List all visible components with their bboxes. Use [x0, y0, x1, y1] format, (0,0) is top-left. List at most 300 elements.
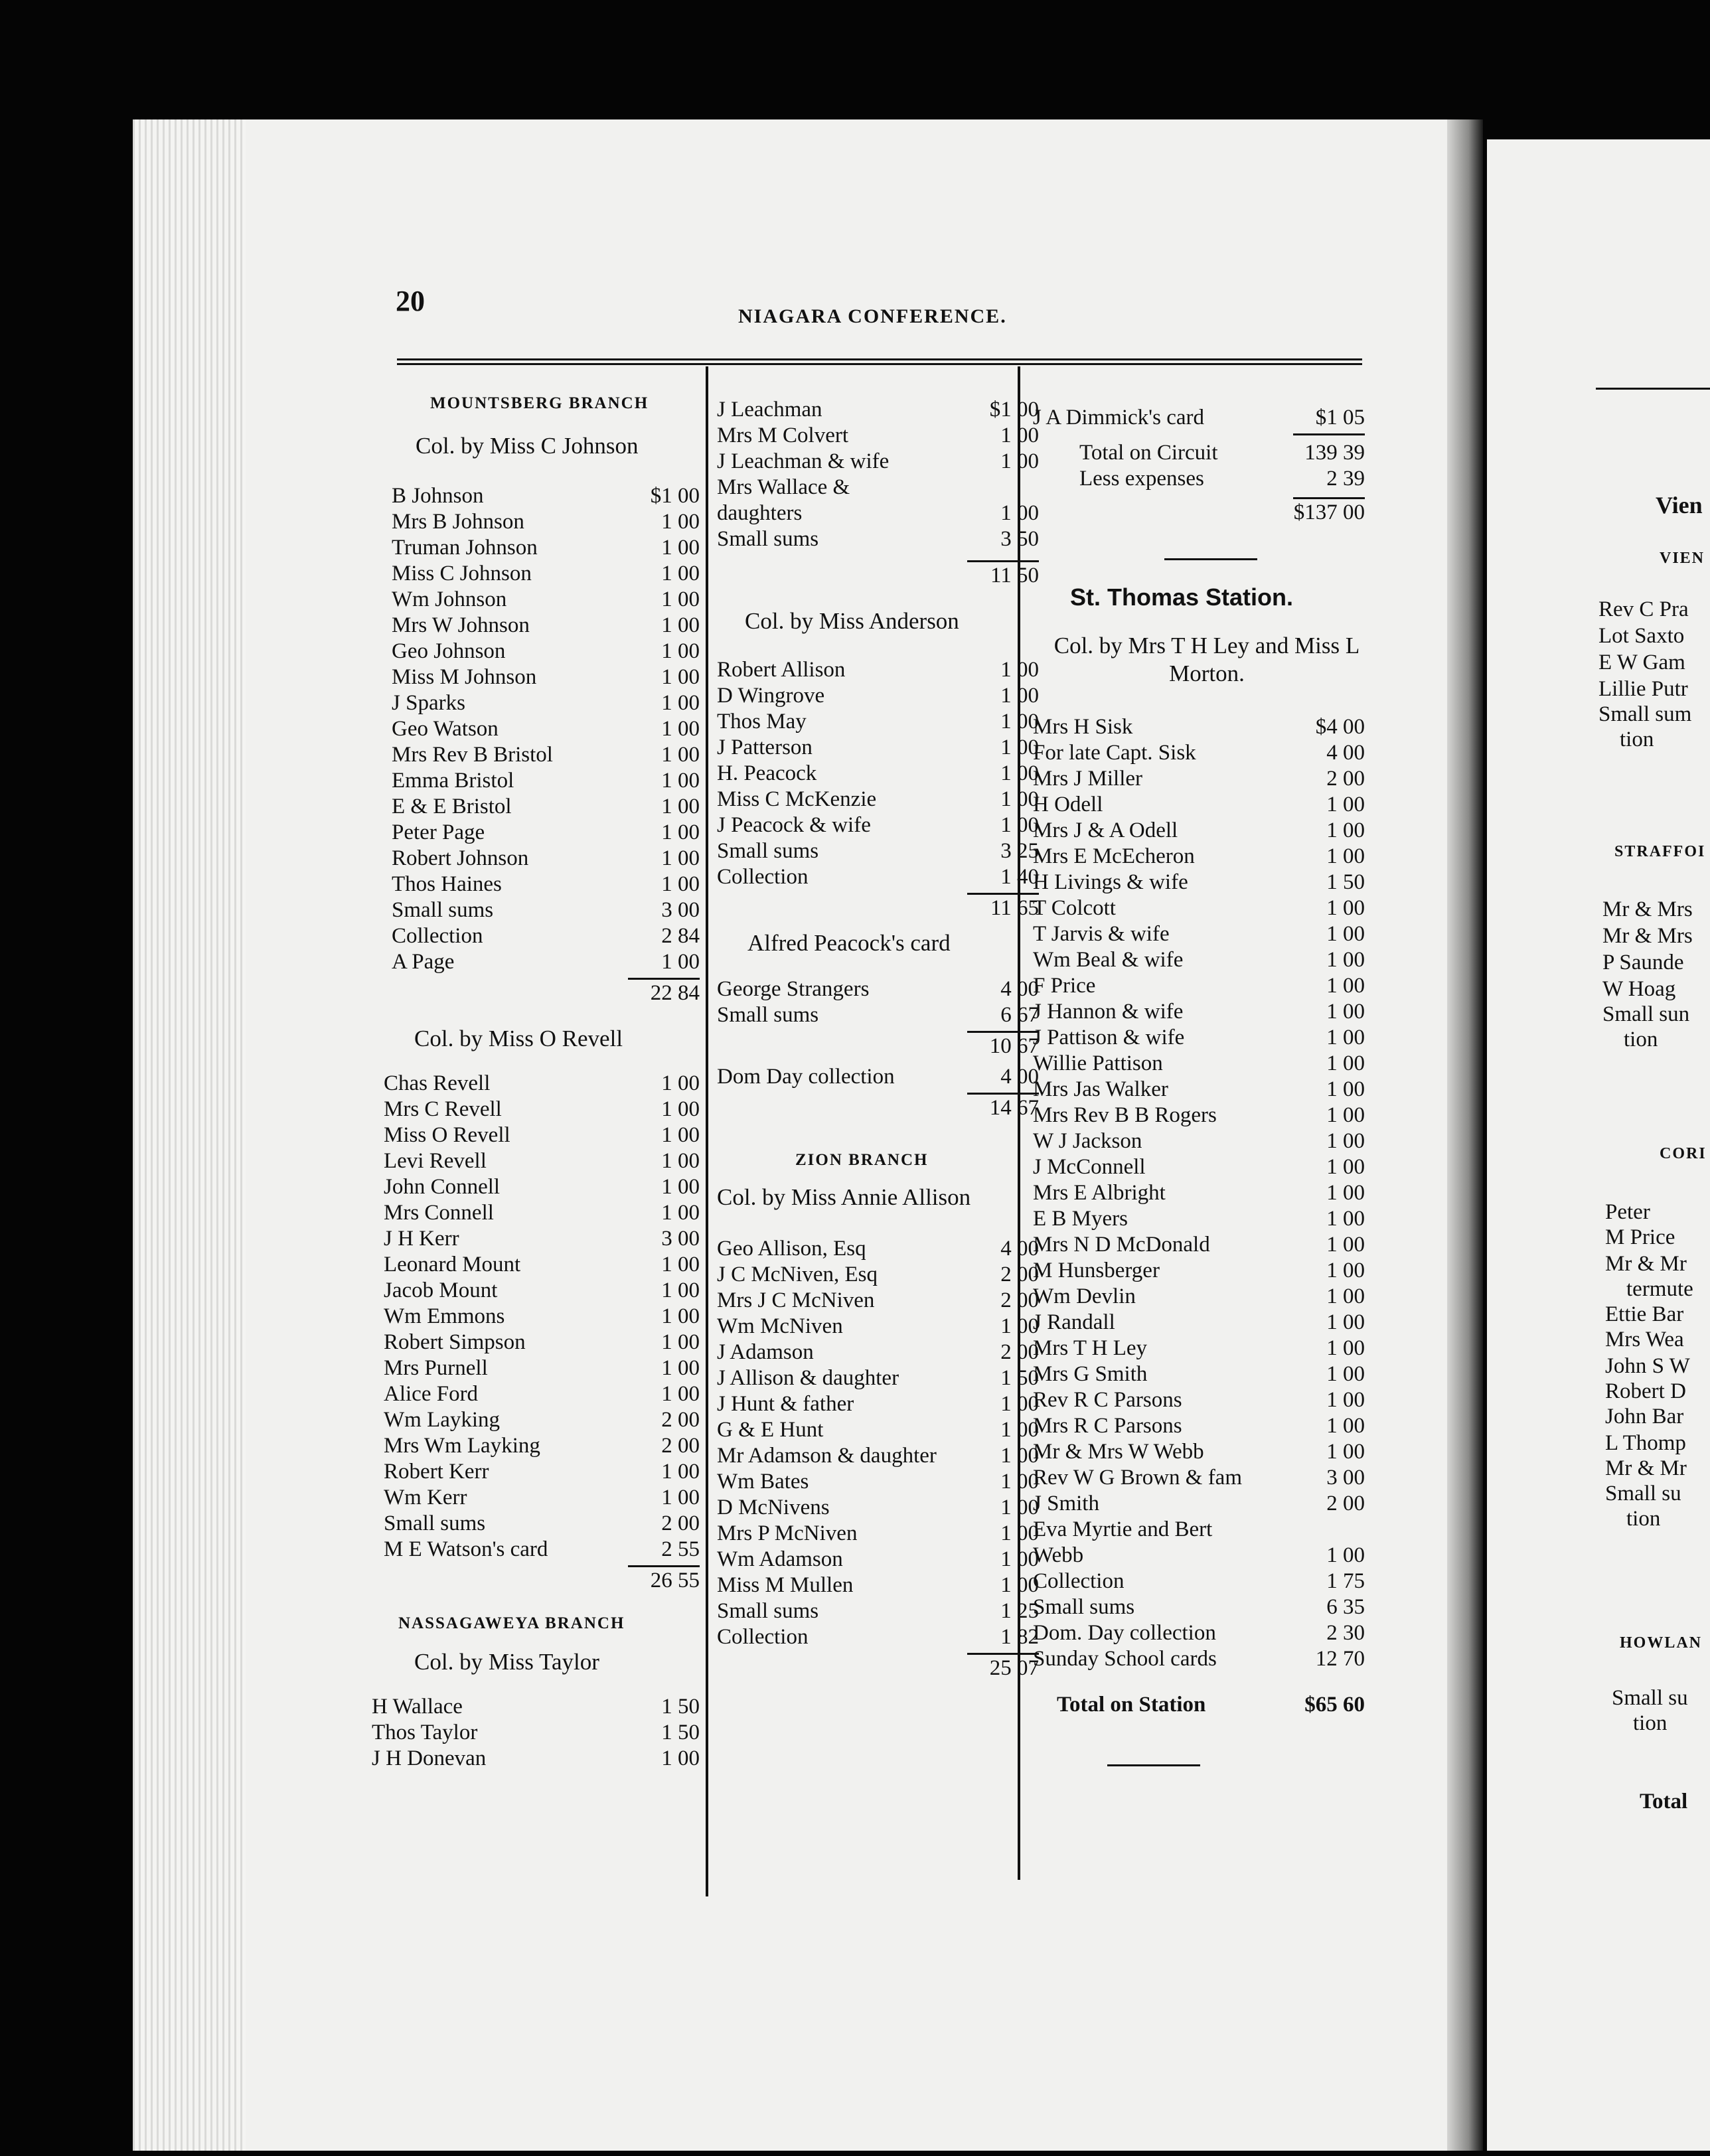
ledger-amount: 1 00 — [1000, 710, 1039, 733]
page-edges — [133, 119, 246, 2151]
right-page-line: John Bar — [1605, 1405, 1684, 1428]
ledger-amount: 1 00 — [661, 1278, 700, 1302]
right-page-line: Mr & Mr — [1605, 1252, 1687, 1276]
ledger-name: T Colcott — [1033, 896, 1116, 920]
right-page-line: tion — [1633, 1711, 1668, 1735]
ledger-name: Wm Johnson — [392, 587, 507, 611]
ledger-amount: 12 70 — [1315, 1647, 1365, 1671]
less-expenses-row: Less expenses 2 39 — [1079, 467, 1365, 491]
collector-heading: Col. by Mrs T H Ley and Miss L Morton. — [1053, 633, 1360, 686]
ledger-amount: 1 00 — [1000, 1314, 1039, 1338]
ledger-row — [1033, 766, 1365, 792]
ledger-name: Mrs H Sisk — [1033, 715, 1133, 739]
ledger-amount: 1 00 — [1000, 684, 1039, 708]
right-page-line: W Hoag — [1602, 977, 1676, 1001]
ledger-amount: 1 00 — [661, 562, 700, 585]
ledger-amount: 1 00 — [1000, 813, 1039, 837]
section-separator — [1107, 1764, 1200, 1766]
right-page-line: Small sun — [1602, 1002, 1690, 1026]
ledger-amount: 1 50 — [661, 1695, 700, 1719]
ledger-name: H. Peacock — [717, 761, 817, 785]
ledger-name: G & E Hunt — [717, 1418, 824, 1442]
collector-heading: Col. by Miss Annie Allison — [717, 1184, 971, 1210]
ledger-name: W J Jackson — [1033, 1129, 1142, 1153]
ledger-list — [1033, 714, 1365, 1672]
ledger-amount: 1 00 — [1326, 1233, 1365, 1257]
ledger-amount: 1 00 — [1000, 1521, 1039, 1545]
ledger-row — [392, 949, 700, 975]
right-page-line: Rev C Pra — [1598, 597, 1689, 621]
ledger-amount: 1 00 — [661, 769, 700, 793]
ledger-name: Mrs N D McDonald — [1033, 1233, 1210, 1257]
subtotal: 22 84 — [372, 975, 700, 1006]
right-page-line: Mrs Wea — [1605, 1328, 1684, 1351]
section-heading: NASSAGAWEYA BRANCH — [398, 1614, 625, 1632]
station-total-row: Total on Station $65 60 — [1057, 1693, 1365, 1717]
ledger-name: Small sums — [384, 1511, 486, 1535]
ledger-amount: 1 00 — [1326, 1000, 1365, 1024]
ledger-amount: 1 00 — [661, 1071, 700, 1095]
ledger-name: Small sums — [1033, 1595, 1135, 1619]
ledger-name: Mrs M Colvert — [717, 424, 848, 447]
ledger-amount: 1 00 — [661, 743, 700, 767]
ledger-row — [384, 1097, 700, 1122]
ledger-name: Small sums — [392, 898, 494, 922]
ledger-name: J H Donevan — [372, 1746, 487, 1770]
ledger-row — [384, 1148, 700, 1174]
ledger-row — [1033, 1361, 1365, 1387]
ledger-name: Dom. Day collection — [1033, 1621, 1216, 1645]
ledger-amount: 1 00 — [1326, 948, 1365, 972]
ledger-amount: 1 00 — [661, 820, 700, 844]
ledger-row — [392, 768, 700, 794]
right-page-line: termute — [1626, 1277, 1693, 1301]
ledger-row — [717, 735, 1039, 761]
ledger-row — [384, 1278, 700, 1304]
right-page-line: Mr & Mrs — [1602, 924, 1693, 948]
right-page-line: Small su — [1612, 1686, 1688, 1710]
ledger-amount: 2 00 — [1326, 1492, 1365, 1515]
ledger-name: H Livings & wife — [1033, 870, 1188, 894]
ledger-row — [717, 1547, 1039, 1573]
ledger-row — [1033, 1051, 1365, 1077]
ledger-amount: 1 00 — [1000, 735, 1039, 759]
ledger-amount: 1 00 — [661, 613, 700, 637]
collector-heading: Alfred Peacock's card — [747, 930, 951, 956]
section-separator — [1164, 558, 1257, 560]
ledger-row — [717, 1521, 1039, 1547]
ledger-row — [717, 1598, 1039, 1624]
ledger-row — [1033, 1439, 1365, 1465]
ledger-row — [1033, 1258, 1365, 1284]
ledger-name: J Patterson — [717, 735, 813, 759]
ledger-name: J Pattison & wife — [1033, 1026, 1185, 1049]
subtotal: 14 67 — [717, 1090, 1039, 1120]
ledger-amount: 2 00 — [661, 1511, 700, 1535]
ledger-amount: $1 00 — [989, 398, 1039, 422]
ledger-name: Leonard Mount — [384, 1253, 521, 1276]
ledger-amount: 1 00 — [1326, 1543, 1365, 1567]
ledger-name: Small sums — [717, 527, 819, 551]
ledger-name: Wm Adamson — [717, 1547, 843, 1571]
ledger-amount: 1 00 — [1326, 1414, 1365, 1438]
ledger-name: J Hannon & wife — [1033, 1000, 1184, 1024]
ledger-name: J Leachman — [717, 398, 822, 422]
ledger-row — [717, 1314, 1039, 1340]
collector-heading: Col. by Miss Taylor — [414, 1649, 599, 1675]
ledger-row — [717, 1469, 1039, 1495]
subtotal: 11 65 — [717, 890, 1039, 921]
ledger-row — [717, 787, 1039, 812]
ledger-row — [717, 526, 1039, 552]
dom-day-row: Dom Day collection 4 00 — [717, 1065, 1039, 1089]
ledger-name: John Connell — [384, 1175, 501, 1199]
ledger-amount: 1 00 — [661, 950, 700, 974]
ledger-amount: 2 84 — [661, 924, 700, 948]
ledger-row — [1033, 921, 1365, 947]
ledger-row — [1033, 844, 1365, 870]
ledger-amount: 1 00 — [661, 691, 700, 715]
ledger-amount: 1 00 — [1000, 449, 1039, 473]
right-page-line: CORI — [1660, 1145, 1707, 1162]
ledger-name: Thos Taylor — [372, 1721, 478, 1744]
ledger-amount: 1 00 — [1000, 424, 1039, 447]
right-page-line: Total — [1640, 1790, 1688, 1813]
ledger-amount: 2 00 — [1000, 1340, 1039, 1364]
ledger-amount: 1 00 — [1326, 844, 1365, 868]
ledger-amount: 1 00 — [1326, 818, 1365, 842]
ledger-amount: 1 00 — [1326, 1259, 1365, 1282]
page-number: 20 — [396, 285, 425, 317]
subtotal — [1033, 431, 1365, 440]
ledger-row — [1033, 818, 1365, 844]
column-2 — [717, 397, 1039, 1681]
ledger-name: Chas Revell — [384, 1071, 491, 1095]
ledger-list — [372, 1071, 700, 1563]
ledger-row — [384, 1433, 700, 1459]
ledger-row — [384, 1330, 700, 1355]
subtotal: 11 50 — [717, 558, 1039, 588]
ledger-amount: 1 75 — [1326, 1569, 1365, 1593]
ledger-name: Wm Emmons — [384, 1304, 505, 1328]
ledger-amount: 3 25 — [1000, 839, 1039, 863]
ledger-amount: 1 00 — [1000, 658, 1039, 682]
ledger-row — [392, 690, 700, 716]
ledger-name: J Adamson — [717, 1340, 814, 1364]
ledger-amount: 1 00 — [661, 872, 700, 896]
ledger-row — [384, 1226, 700, 1252]
ledger-amount: 1 00 — [661, 1123, 700, 1147]
ledger-name: Emma Bristol — [392, 769, 514, 793]
ledger-row — [372, 1746, 700, 1772]
ledger-row — [1033, 947, 1365, 973]
ledger-row — [1033, 1336, 1365, 1361]
ledger-row — [392, 716, 700, 742]
section-heading: ZION BRANCH — [795, 1151, 929, 1169]
ledger-row — [717, 812, 1039, 838]
ledger-name: Robert Johnson — [392, 846, 529, 870]
ledger-row — [384, 1071, 700, 1097]
ledger-name: For late Capt. Sisk — [1033, 741, 1196, 765]
ledger-amount: 1 00 — [1326, 1181, 1365, 1205]
ledger-amount: 1 00 — [661, 1201, 700, 1225]
ledger-amount: 1 00 — [1326, 1129, 1365, 1153]
book-gutter — [1447, 119, 1483, 2151]
ledger-row — [1033, 999, 1365, 1025]
ledger-name: Mrs C Revell — [384, 1097, 502, 1121]
ledger-name: Mrs Wm Layking — [384, 1434, 540, 1458]
ledger-amount: 1 50 — [1000, 1366, 1039, 1390]
ledger-row — [392, 742, 700, 768]
ledger-amount: 4 00 — [1000, 977, 1039, 1001]
ledger-amount: 1 00 — [661, 1746, 700, 1770]
ledger-amount: 1 00 — [661, 1304, 700, 1328]
ledger-row — [1033, 1387, 1365, 1413]
ledger-row — [717, 1365, 1039, 1391]
right-page-line: L Thomp — [1605, 1431, 1686, 1455]
ledger-amount: 1 00 — [1326, 896, 1365, 920]
ledger-row — [717, 1340, 1039, 1365]
ledger-row — [1033, 1569, 1365, 1594]
ledger-amount: 1 00 — [1326, 922, 1365, 946]
ledger-name: Mrs Purnell — [384, 1356, 488, 1380]
ledger-amount: 1 00 — [661, 1175, 700, 1199]
ledger-amount: 1 00 — [661, 1149, 700, 1173]
ledger-row — [392, 561, 700, 587]
collector-heading: Col. by Miss C Johnson — [416, 433, 639, 459]
ledger-amount: $4 00 — [1315, 715, 1365, 739]
ledger-row — [1033, 1465, 1365, 1491]
ledger-row — [717, 864, 1039, 890]
ledger-row — [1033, 1180, 1365, 1206]
ledger-row — [384, 1355, 700, 1381]
ledger-name: H Odell — [1033, 793, 1103, 816]
ledger-row — [1033, 1646, 1365, 1672]
ledger-name: Mrs R C Parsons — [1033, 1414, 1182, 1438]
ledger-name: Geo Watson — [392, 717, 499, 741]
ledger-row — [717, 976, 1039, 1002]
ledger-amount: 1 00 — [1326, 1155, 1365, 1179]
ledger-name: Mrs Rev B Bristol — [392, 743, 553, 767]
ledger-row — [1033, 1284, 1365, 1310]
ledger-row — [392, 509, 700, 535]
ledger-name: Mrs Connell — [384, 1201, 494, 1225]
ledger-amount: 1 00 — [1000, 1547, 1039, 1571]
ledger-name: Eva Myrtie and Bert Webb — [1033, 1517, 1213, 1567]
ledger-name: Small sums — [717, 1003, 819, 1027]
ledger-amount: 1 00 — [1326, 974, 1365, 998]
ledger-row — [717, 1417, 1039, 1443]
ledger-name: D Wingrove — [717, 684, 825, 708]
ledger-row — [384, 1252, 700, 1278]
ledger-row — [392, 535, 700, 561]
ledger-amount: 1 00 — [1326, 1284, 1365, 1308]
ledger-name: Wm Beal & wife — [1033, 948, 1184, 972]
ledger-name: Robert Kerr — [384, 1460, 489, 1484]
ledger-row — [717, 1391, 1039, 1417]
ledger-row — [384, 1200, 700, 1226]
ledger-amount: 1 00 — [1326, 1440, 1365, 1464]
ledger-name: Mr & Mrs W Webb — [1033, 1440, 1204, 1464]
ledger-name: Rev W G Brown & fam — [1033, 1466, 1242, 1490]
ledger-amount: 1 00 — [661, 639, 700, 663]
ledger-list — [717, 976, 1039, 1028]
right-page-line: tion — [1624, 1028, 1658, 1051]
ledger-row — [717, 838, 1039, 864]
header-rule — [397, 358, 1362, 365]
right-page-line: tion — [1620, 728, 1654, 751]
ledger-row — [717, 1443, 1039, 1469]
ledger-amount: 1 00 — [1000, 1392, 1039, 1416]
ledger-row — [392, 613, 700, 639]
ledger-row — [1033, 1310, 1365, 1336]
ledger-row — [384, 1304, 700, 1330]
ledger-name: J C McNiven, Esq — [717, 1263, 878, 1286]
ledger-name: Thos May — [717, 710, 807, 733]
ledger-name: Robert Simpson — [384, 1330, 526, 1354]
ledger-row — [1033, 1491, 1365, 1517]
column-1 — [372, 390, 700, 1772]
ledger-name: Miss C Johnson — [392, 562, 532, 585]
ledger-amount: 1 00 — [1326, 1103, 1365, 1127]
ledger-amount: 3 00 — [661, 1227, 700, 1251]
ledger-name: J Smith — [1033, 1492, 1099, 1515]
ledger-list — [372, 1694, 700, 1772]
ledger-name: H Wallace — [372, 1695, 463, 1719]
ledger-name: Mrs W Johnson — [392, 613, 530, 637]
ledger-row — [372, 1694, 700, 1720]
ledger-amount: 1 50 — [1326, 870, 1365, 894]
ledger-amount: 1 00 — [661, 510, 700, 534]
ledger-name: Mrs Rev B B Rogers — [1033, 1103, 1217, 1127]
ledger-row — [717, 1495, 1039, 1521]
subtotal: 25 07 — [717, 1650, 1039, 1681]
ledger-amount: 1 00 — [1326, 1362, 1365, 1386]
ledger-name: Mr Adamson & daughter — [717, 1444, 937, 1468]
ledger-amount: 1 00 — [1000, 761, 1039, 785]
ledger-amount: 1 00 — [661, 1330, 700, 1354]
right-page-line: Robert D — [1605, 1379, 1686, 1403]
right-page-line: HOWLAN — [1620, 1634, 1703, 1652]
ledger-amount: 1 00 — [661, 665, 700, 689]
ledger-row — [1033, 740, 1365, 766]
column-3 — [1033, 405, 1365, 1766]
ledger-amount: 1 00 — [1000, 1418, 1039, 1442]
right-page-line: VIEN — [1660, 550, 1705, 567]
ledger-amount: 1 00 — [661, 717, 700, 741]
ledger-amount: 1 00 — [1000, 1444, 1039, 1468]
ledger-amount: 4 00 — [1000, 1237, 1039, 1261]
ledger-name: J Sparks — [392, 691, 465, 715]
ledger-amount: $1 00 — [650, 484, 700, 508]
ledger-name: D McNivens — [717, 1496, 830, 1519]
ledger-row — [392, 820, 700, 846]
ledger-name: Wm Layking — [384, 1408, 501, 1432]
ledger-row — [717, 397, 1039, 423]
ledger-name: Miss M Mullen — [717, 1573, 854, 1597]
ledger-amount: 6 35 — [1326, 1595, 1365, 1619]
ledger-name: J Hunt & father — [717, 1392, 854, 1416]
ledger-name: Wm Kerr — [384, 1486, 467, 1509]
ledger-name: M E Watson's card — [384, 1537, 548, 1561]
ledger-amount: 1 00 — [661, 1097, 700, 1121]
right-page-line: Mr & Mrs — [1602, 897, 1693, 921]
ledger-row — [717, 1624, 1039, 1650]
ledger-name: Robert Allison — [717, 658, 846, 682]
ledger-amount: 1 82 — [1000, 1625, 1039, 1649]
ledger-name: Mrs E Albright — [1033, 1181, 1166, 1205]
ledger-amount: 1 00 — [1326, 793, 1365, 816]
ledger-amount: 1 00 — [1326, 1051, 1365, 1075]
ledger-row — [1033, 1128, 1365, 1154]
right-page-line: Lot Saxto — [1598, 624, 1685, 648]
ledger-name: Mrs Wallace & daughters — [717, 475, 850, 525]
ledger-name: Alice Ford — [384, 1382, 479, 1406]
ledger-name: F Price — [1033, 974, 1096, 998]
ledger-amount: 1 00 — [1326, 1336, 1365, 1360]
right-page-line: Lillie Putr — [1598, 677, 1688, 701]
ledger-name: Mrs B Johnson — [392, 510, 524, 534]
ledger-amount: 1 00 — [661, 587, 700, 611]
ledger-name: Collection — [717, 865, 809, 889]
ledger-amount: 1 00 — [1000, 1470, 1039, 1494]
ledger-name: Peter Page — [392, 820, 485, 844]
ledger-row — [717, 449, 1039, 475]
ledger-row — [717, 423, 1039, 449]
station-title: St. Thomas Station. — [1070, 583, 1294, 611]
ledger-row — [384, 1407, 700, 1433]
ledger-name: T Jarvis & wife — [1033, 922, 1170, 946]
ledger-row — [717, 657, 1039, 683]
ledger-row — [1033, 714, 1365, 740]
ledger-name: Mrs Jas Walker — [1033, 1077, 1168, 1101]
ledger-amount: 2 00 — [1000, 1263, 1039, 1286]
ledger-name: Truman Johnson — [392, 536, 538, 560]
ledger-name: Mrs J Miller — [1033, 767, 1142, 791]
ledger-amount: 1 00 — [1326, 1026, 1365, 1049]
ledger-row — [384, 1381, 700, 1407]
ledger-name: Geo Johnson — [392, 639, 506, 663]
ledger-row — [1033, 792, 1365, 818]
ledger-row — [372, 1720, 700, 1746]
ledger-amount: 1 00 — [1000, 787, 1039, 811]
ledger-row — [717, 683, 1039, 709]
ledger-row — [384, 1485, 700, 1511]
ledger-name: Mrs G Smith — [1033, 1362, 1148, 1386]
ledger-name: Mrs J & A Odell — [1033, 818, 1178, 842]
ledger-amount: 2 30 — [1326, 1621, 1365, 1645]
ledger-name: B Johnson — [392, 484, 484, 508]
ledger-name: J Leachman & wife — [717, 449, 890, 473]
dimmick-card-row: J A Dimmick's card $1 05 — [1033, 406, 1365, 429]
ledger-name: Wm Devlin — [1033, 1284, 1136, 1308]
ledger-amount: 1 00 — [661, 1382, 700, 1406]
ledger-row — [384, 1122, 700, 1148]
ledger-row — [717, 1288, 1039, 1314]
ledger-name: Miss M Johnson — [392, 665, 537, 689]
ledger-name: Sunday School cards — [1033, 1647, 1217, 1671]
ledger-amount: 2 00 — [661, 1434, 700, 1458]
ledger-amount: 1 00 — [661, 1253, 700, 1276]
ledger-name: George Strangers — [717, 977, 870, 1001]
ledger-list — [717, 657, 1039, 890]
ledger-name: E & E Bristol — [392, 795, 512, 818]
ledger-row — [392, 664, 700, 690]
ledger-amount: 3 00 — [1326, 1466, 1365, 1490]
right-page-line: E W Gam — [1598, 651, 1685, 674]
ledger-amount: 2 00 — [1000, 1288, 1039, 1312]
ledger-amount: 1 00 — [661, 846, 700, 870]
